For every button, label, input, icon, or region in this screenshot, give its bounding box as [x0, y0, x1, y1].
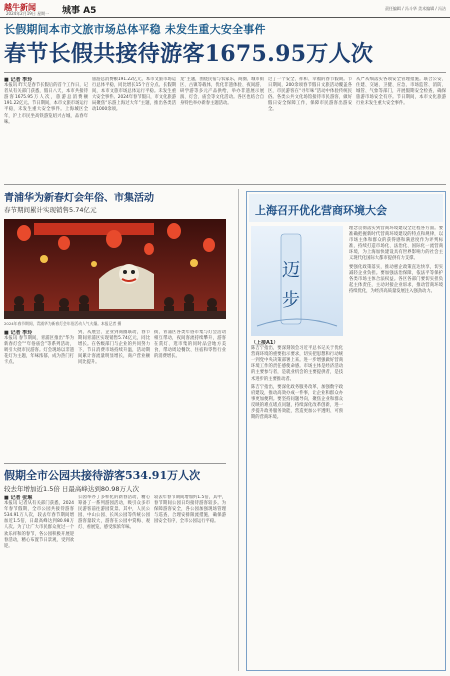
body-text: 理念贯彻落实到营商环境建设全过程各方面。要准确把握新时代营商环境建设的特点和规律，以市场主体和群众的获得感和满意度作为评判标准，持续打造市场化、法治化、国际化一流营商环境，为上海加快建设具有世界影响力的社会主义现代化国际大都市提供有力支撑。	[349, 226, 443, 262]
top-story-col-2: 旅游总消费额191.22亿元，本市文旅市场运行总体平稳，同比增长15个百分点。长假期间，本市文旅市场总体运行平稳。未发生重大安全事件。2024年春节假日，市文化旅游局聚焦“乐游上海过大年”主题，推出各类活动1000余项。	[92, 77, 176, 113]
body-text: 本报讯 记者从有关部门获悉，2024年春节假期，全市公园共接待游客534.91万人次，较去年春节期间增加近1.5倍，日最高峰达到80.98万人次。为了让广大市民群众度过一个欢乐祥和的春节，各公园积极开展迎春活动，精心布置节日景观，受到欢迎。	[4, 501, 74, 549]
masthead	[0, 0, 450, 18]
art-glyph-2: 步	[282, 290, 300, 311]
top-story-col-5: 从严从细落实各项安全管理措施。联合公安、住建、交通、卫健、应急、市场监管、消防、城管、气象等部门，开展假期安全检查，确保旅游市场安全有序。节日期间，本市文化旅游行业未发生重大安全事件。	[356, 77, 446, 107]
body-text: 本报讯 昨天是春节长假后的首个工作日，记者从有关部门获悉，假日八天，本市共接待游客1675.95万人次，旅游总消费额191.22亿元。节日期间，本市文旅市场运行平稳，未发生重大安全事件。上海城区全年，沪上市民坐高铁游览绍兴古城，品春年味。	[4, 83, 88, 125]
body-text: 要强化政策落实，推动惠企政策直达快享，切实减轻企业负担。要加强法治保障，依法平等保护各类市场主体合法权益。各区各部门要切实担负起主体责任，主动对接企业诉求，推动营商环境持续优化，为经济高质量发展注入强劲动力。	[349, 264, 443, 294]
lantern-story-col-1	[4, 330, 74, 460]
calligraphy-art	[251, 226, 343, 336]
lantern-photo-illustration	[4, 219, 226, 319]
lantern-story-subhead: 春节期间累计实现销售5.74亿元	[4, 206, 97, 214]
lantern-festival-photo	[4, 219, 226, 319]
issue-date: 2024年2月19日 星期一	[6, 11, 50, 16]
editor-credits: 责任编辑 / 冯斗华 美术编辑 / 冯洁	[384, 6, 446, 11]
feature-col-2	[349, 226, 443, 666]
top-story-col-1	[4, 77, 88, 181]
parks-story-col-3: 较去年春节期间增加约1.5倍，其中，春节期间公园日均接待游客较多。为保障游客安全，各公园加强现场管理与巡查，合理安排限流措施，确保游园安全有序，全市公园运行平稳。	[154, 495, 226, 525]
byline: ■ 记者 季玲	[4, 77, 33, 83]
top-story-col-3: 龙”主题，围绕民宿与农家乐，商圈、城市街区、古镇等载体，优化非遗体验、夜间游、研学游等多元产品供给，举办非遗展示展演、灯会、庙会等文化活动。各区也结合自身特色举办新春主题活动。	[180, 77, 264, 107]
art-glyph-1: 迈	[282, 260, 300, 281]
top-story-col-4: 过了一个安全、祥和、幸福的春节假期。节日期间，200余项春节假日文旅活动覆盖各区，市民游客在“寻年味”活动中体验传统民俗。各类公共文化场馆接待市民游客，做好假日安全保障工作，保障市民游客出游安全。	[268, 77, 352, 113]
top-story-subhead: 长假期间本市文旅市场总体平稳 未发生重大安全事件	[4, 23, 266, 36]
lantern-story-col-2: 到，从展会、企业到商圈联动，春节期间青浦区实现销售5.74亿元，同比增长。在各级部门与企业的共同努力下，节日消费市场持续升温，活动期间累计客流量明显增长，商户营业额同比提升。	[78, 330, 150, 366]
body-text: 陈吉宁指出，要深化政务服务改革，加强数字政府建设，推动高效办成一件事，让企业和群众办事更加便利。要坚持问题导向，聚焦企业和群众反映的难点堵点问题，持续深化改革创新，进一步提升政务服务效能，营造更加公平透明、可预期的营商环境。	[251, 384, 343, 421]
body-text: 本报讯 春节期间，青浦区推出“华为新春灯会”“年俗庙会”等系列活动，吸引大批市民游客。灯会现场以非遗花灯为主题，年味浓郁，成为热门打卡点。	[4, 336, 74, 366]
byline: （上接A1）	[251, 340, 279, 346]
parks-story-subhead: 较去年增加近1.5倍 日最高峰达到80.98万人次	[4, 485, 140, 493]
feature-col-1	[251, 340, 343, 666]
photo-caption: 2024年春节期间，青浦华为新春灯会年俗活动人气火爆。本报记者 摄	[4, 321, 122, 326]
feature-header	[249, 194, 443, 222]
feature-illustration	[251, 226, 343, 336]
parks-story-col-1	[4, 495, 74, 671]
top-story-headline: 春节长假共接待游客1675.95万人次	[4, 41, 374, 67]
divider	[4, 463, 226, 464]
business-environment-feature	[246, 191, 446, 671]
body-text: 陈吉宁指出，要深刻领会习近平总书记关于优化营商环境的重要指示要求，切实把思想和行动统一到党中央决策部署上来。进一步增强做好营商环境工作的责任感使命感。市场主体是经济活动的主要参与者，是就业机会的主要提供者，是技术进步的主要推动者。	[251, 346, 343, 382]
section-label: 城事 A5	[62, 6, 97, 16]
parks-story-col-2: 公园举办了多样化的新春活动，精心筹备了一系列游园活动，吸引众多市民游客前往游园赏景。其中，人民公园、中山公园、长风公园等传统公园游客量较大，游客在公园中赏梅、观灯、看展览，感受浓浓年味。	[78, 495, 150, 531]
lantern-story-col-3: 街，青浦区各类年俗市集与灯会活动相互带动，夜间客流持续攀升，游客在赏灯、逛市集的同时品尝地方美食，带动周边餐饮、住宿和零售行业的消费增长。	[154, 330, 226, 360]
byline: ■ 记者 张琳	[4, 495, 33, 501]
lantern-story-headline: 青浦华为新春灯会年俗、市集活动	[4, 193, 154, 204]
feature-title: 上海召开优化营商环境大会	[255, 204, 387, 217]
newspaper-logo: 越牛新闻	[4, 2, 36, 12]
divider	[4, 184, 446, 185]
column-separator	[238, 189, 239, 671]
parks-story-headline: 假期全市公园共接待游客534.91万人次	[4, 469, 201, 482]
byline: ■ 记者 季玲	[4, 330, 33, 336]
divider	[4, 72, 446, 73]
